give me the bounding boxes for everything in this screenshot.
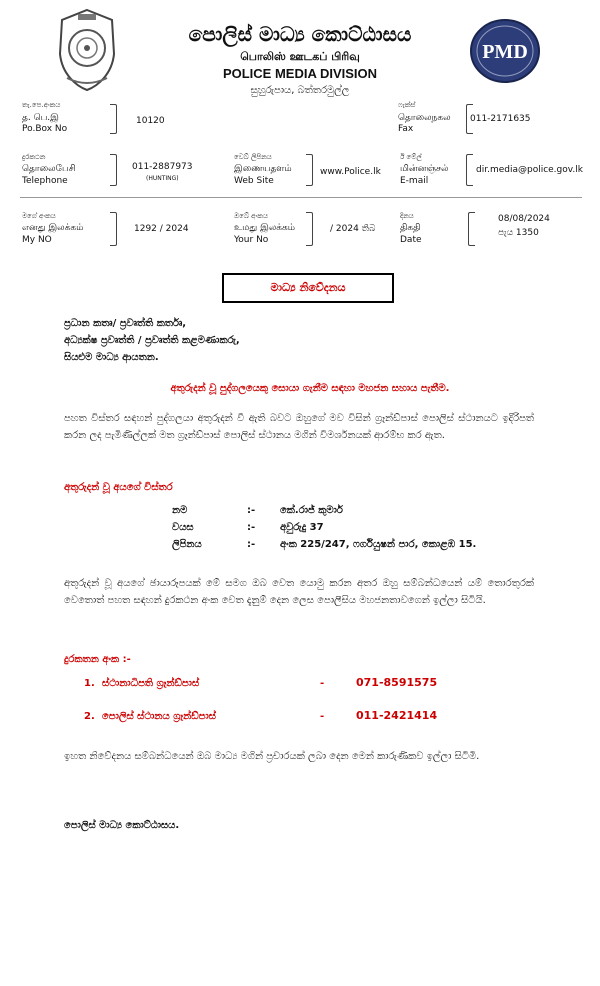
detail-label-age: වයස [172,522,194,533]
pmd-logo-text: PMD [482,41,528,63]
telephone-brace [110,154,117,186]
website-label-ta: இணையதளம் [234,164,292,174]
yourno-value: / 2024 තිබ [330,224,376,234]
fax-label-en: Fax [398,124,414,134]
detail-sep-age: :- [247,522,256,533]
recipient-line-2: අධ්‍යක්ෂ ප්‍රවෘත්ති / ප්‍රවෘත්ති කළමණාකරු, [64,335,240,346]
pobox-value: 10120 [136,116,165,126]
date-value: 08/08/2024 [498,214,550,224]
paragraph-3: ඉහත නිවේදනය සම්බන්ධයෙන් ඔබ මාධ්‍ය මගින් ප්‍රචාරයක් ලබා දෙන මෙන් කාරුණිකව ඉල්ලා සිටිමි. [64,751,480,762]
myno-label-en: My NO [22,235,52,245]
date-label-ta: திகதி [400,223,421,233]
phone-label-2: පොලිස් ස්ථානය ග්‍රෑන්ඩ්පාස් [102,711,216,722]
recipient-line-3: සියළුම මාධ්‍ය ආයතන. [64,352,159,363]
detail-sep-address: :- [247,539,256,550]
phone-value-2: 011-2421414 [356,709,438,722]
date-time: පැය 1350 [498,228,539,238]
yourno-label-si: ඔබේ අංකය [234,212,268,220]
telephone-value: 011-2887973 [132,162,193,172]
yourno-label-en: Your No [234,235,269,245]
fax-label-si: ෆැක්ස් [398,101,416,109]
recipient-line-1: ප්‍රධාන කතෘ/ ප්‍රවෘත්ති කර්තෘ, [64,318,187,329]
pmd-logo [468,18,542,84]
header-title-tamil: பொலிஸ் ஊடகப் பிரிவு [240,50,360,63]
phone-sep-2: - [320,711,325,722]
myno-label-ta: எனது இலக்கம் [22,223,84,233]
email-brace [466,154,473,186]
myno-value: 1292 / 2024 [134,224,189,234]
detail-value-age: අවුරුදු 37 [280,522,324,533]
paragraph-1: පහත විස්තර සඳහන් පුද්ගලයා අතුරුදන් වී ඇති බවට ඔහුගේ මව විසින් ග්‍රෑන්ඩ්පාස් පොලිස් ස්ථානයට ඉදිරිපත් කරන ලද පැමිණිල්ලක් මත ග්‍රෑන්ඩ්පාස් පොලිස් ස්ථානය මගින් විමර්ශනයක් ආරම්භ කර ඇත. [64,413,534,441]
myno-label-si: මගේ අංකය [22,212,56,220]
phone-sep-1: - [320,678,325,689]
phone-num-1: 1. [84,678,95,689]
fax-label-ta: தொலைநகல [398,113,451,123]
date-label-en: Date [400,235,422,245]
subject-line: අතුරුදන් වූ පුද්ගලයෙකු සොයා ගැනීම සඳහා මහජන සහාය පැතීම. [170,383,450,394]
website-label-en: Web Site [234,176,274,186]
pobox-brace [110,104,117,134]
header-title-sinhala: පොලිස් මාධ්‍ය කොට්ඨාසය [188,22,412,46]
signature: පොලිස් මාධ්‍ය කොට්ඨාසය. [64,820,180,831]
pobox-label-si: තැ.පෙ.අංකය [22,101,61,109]
paragraph-2: අතුරුදන් වූ අයගේ ඡායාරූපයක් මේ සමග ඔබ වෙත යොමු කරන අතර ඔහු සම්බන්ධයෙන් යම් තොරතුරක් වෙතොත් පහත සඳහන් දුරකථන අංක වෙත දැනුම් දෙන ලෙස පොලීසිය මහජනතාවගෙන් ඉල්ලා සිටියි. [64,578,534,606]
detail-label-name: නම [172,505,188,516]
email-label-si: ඊ මේල් [400,153,422,161]
telephone-note: (HUNTING) [146,175,179,182]
header-divider [20,197,582,198]
detail-label-address: ලිපිනය [172,539,202,550]
detail-value-name: කේ.රාජ් කුමාර් [280,505,343,516]
date-brace [468,212,475,246]
police-emblem [52,8,122,92]
phones-heading: දුරකතන අංක :- [64,654,131,665]
myno-brace [110,212,117,246]
website-label-si: වෙබ් ලිපිනය [234,153,272,161]
detail-sep-name: :- [247,505,256,516]
email-value: dir.media@police.gov.lk [476,165,583,175]
website-value: www.Police.lk [320,167,381,177]
date-label-si: දිනය [400,212,414,220]
phone-label-1: ස්ථානාධිපති ග්‍රෑන්ඩ්පාස් [102,678,200,689]
yourno-brace [306,212,313,246]
yourno-label-ta: உமது இலக்கம் [234,223,296,233]
telephone-label-si: දුරකථන [22,153,46,161]
fax-value: 011-2171635 [470,114,531,124]
header-address: සුහුරුපාය, බත්තරමුල්ල [250,85,350,96]
website-brace [306,154,313,186]
pobox-label-en: Po.Box No [22,124,68,134]
detail-value-address: අංක 225/247, ෆර්ගියුෂන් පාර, කොළඹ 15. [280,539,477,550]
header-title-english: POLICE MEDIA DIVISION [222,66,378,81]
pobox-label-ta: த. பெ.இ [22,113,59,123]
email-label-ta: மின்னஞ்சல் [400,164,449,174]
email-label-en: E-mail [400,176,429,186]
phone-value-1: 071-8591575 [356,676,438,689]
details-heading: අතුරුදන් වූ අයගේ විස්තර [64,482,173,493]
notice-title: මාධ්‍ය නිවේදනය [222,273,394,303]
telephone-label-ta: தொலைபேசி [22,164,76,174]
phone-num-2: 2. [84,711,95,722]
telephone-label-en: Telephone [22,176,68,186]
